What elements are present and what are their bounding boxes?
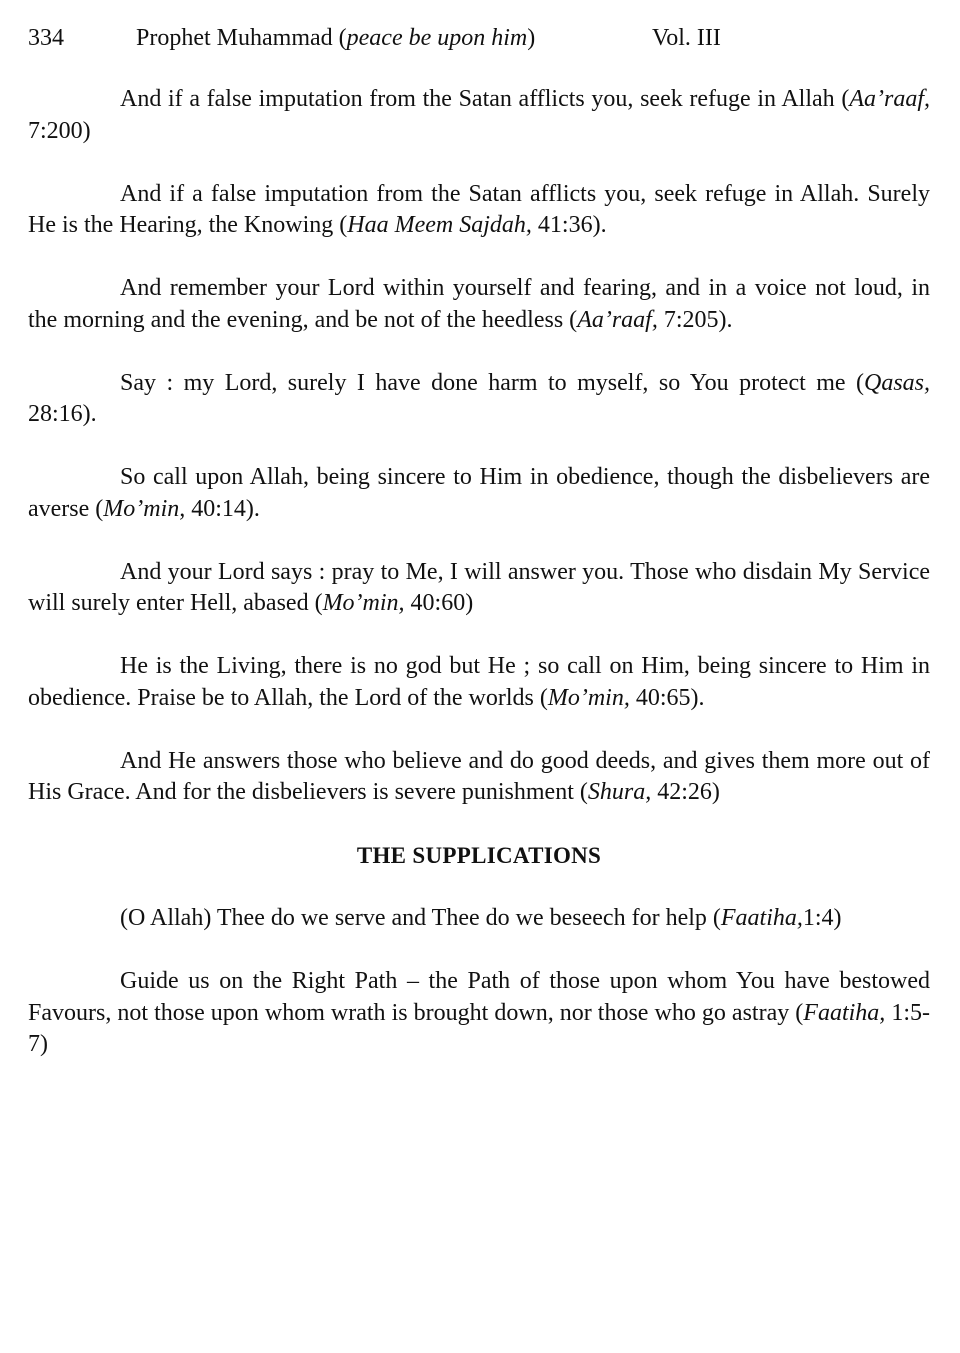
verse-paragraph [28, 651, 930, 714]
verse-paragraph [28, 273, 930, 336]
running-header [28, 22, 932, 56]
page-body [28, 84, 930, 1092]
verse-text: Say : my Lord, surely I have done harm to myself, so You protect me ( [120, 369, 864, 396]
verse-reference: 40:14). [185, 495, 260, 522]
verse-text: And if a false imputation from the Satan afflicts you, seek refuge in Allah. Surely He is the Hearing, the Knowing ( [28, 180, 930, 238]
verse-reference: 1:4) [802, 905, 842, 931]
honorific-close: ) [527, 25, 536, 51]
verse-reference: 28:16). [28, 401, 97, 427]
verse-reference: 40:65). [629, 684, 705, 711]
surah-name: Mo’min, [547, 684, 630, 711]
honorific-open: ( [338, 25, 347, 51]
verse-text: (O Allah) Thee do we serve and Thee do we beseech for help ( [120, 905, 721, 931]
honorific: peace be upon him [346, 25, 528, 51]
surah-name: Faatiha, [803, 999, 886, 1026]
volume-label: Vol. III [652, 25, 721, 51]
verse-paragraph [28, 557, 930, 620]
surah-name: Faatiha, [720, 905, 803, 931]
book-title: Prophet Muhammad [136, 25, 333, 51]
surah-name: Shura, [587, 779, 652, 805]
surah-name: Haa Meem Sajdah, [347, 212, 532, 238]
verse-paragraph [28, 462, 930, 525]
verse-text: Guide us on the Right Path – the Path of those upon whom You have bestowed Favours, not those upon whom wrath is brought down, nor those who go astray ( [28, 968, 930, 1026]
verse-reference: 40:60) [404, 590, 474, 616]
verse-reference: 42:26) [651, 779, 720, 805]
verse-text: And remember your Lord within yourself and fearing, and in a voice not loud, in the morning and the evening, and be not of the heedless ( [28, 275, 930, 333]
verse-text: And He answers those who believe and do good deeds, and gives them more out of His Grace. And for the disbelievers is severe punishment ( [28, 747, 930, 805]
verse-reference: 41:36). [531, 212, 607, 238]
surah-name: Qasas, [863, 369, 930, 396]
verse-text: And your Lord says : pray to Me, I will answer you. Those who disdain My Service will surely enter Hell, abased ( [28, 558, 930, 616]
verse-reference: 7:205). [657, 306, 733, 333]
section-heading: THE SUPPLICATIONS [356, 843, 602, 868]
surah-name: Mo’min, [322, 590, 405, 616]
verse-text: And if a false imputation from the Satan afflicts you, seek refuge in Allah ( [120, 86, 850, 112]
supplication-paragraph [28, 903, 930, 935]
verse-reference: 7:200) [28, 117, 91, 144]
surah-name: Aa’raaf, [849, 86, 930, 112]
running-title [136, 22, 535, 54]
surah-name: Aa’raaf, [577, 306, 658, 333]
verse-paragraph [28, 746, 930, 809]
verse-paragraph [28, 368, 930, 431]
verse-text: He is the Living, there is no god but He ; so call on Him, being sincere to Him in obedience. Praise be to Allah, the Lord of the worlds ( [28, 653, 930, 711]
verse-paragraph [28, 84, 930, 147]
verse-reference: 1:5-7) [28, 999, 930, 1057]
page-number: 334 [28, 25, 64, 51]
surah-name: Mo’min, [103, 495, 186, 522]
supplication-paragraph [28, 966, 930, 1061]
verse-paragraph [28, 179, 930, 242]
verse-text: So call upon Allah, being sincere to Him in obedience, though the disbelievers are averse ( [28, 464, 930, 522]
